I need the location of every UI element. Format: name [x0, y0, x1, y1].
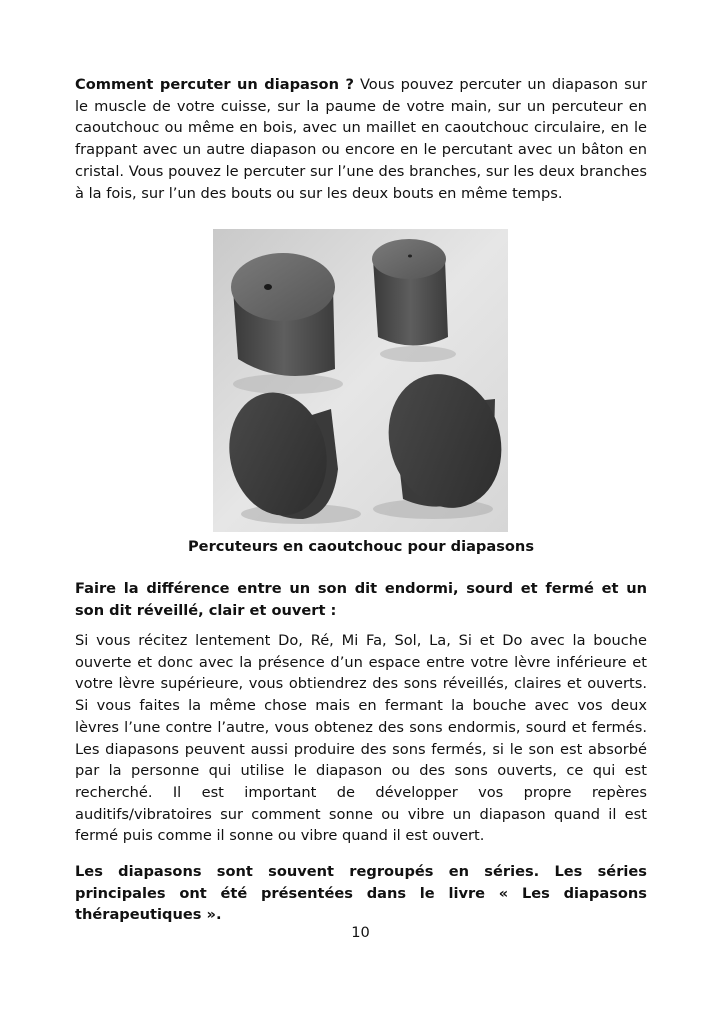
intro-paragraph [75, 74, 647, 204]
figure-caption: Percuteurs en caoutchouc pour diapasons [187, 538, 535, 555]
mallet-top-left [231, 253, 335, 376]
section-heading: Faire la différence entre un son dit endormi, sourd et fermé et un son dit réveillé, clair et ouvert : [75, 580, 647, 619]
intro-heading: Comment percuter un diapason ? [75, 76, 354, 93]
closing-paragraph: Les diapasons sont souvent regroupés en séries. Les séries principales ont été présentées dans le livre « Les diapasons thérapeutiques ». [75, 863, 647, 924]
rubber-mallets-photo [213, 229, 508, 532]
mallet-top-right [372, 239, 448, 346]
section-body: Si vous récitez lentement Do, Ré, Mi Fa, Sol, La, Si et Do avec la bouche ouverte et donc avec la présence d’un espace entre votre lèvre inférieure et votre lèvre supérieure, vous obtiendrez des sons réveillés, claires et ouverts. Si vous faites la même chose mais en fermant la bouche avec vos deux lèvres l’une contre l’autre, vous obtenez des sons endormis, sourd et fermés. Les diapasons peuvent aussi produire des sons fermés, si le son est absorbé par la personne qui utilise le diapason ou des sons ouverts, ce qui est recherché. Il est important de développer vos propre repères auditifs/vibratoires sur comment sonne ou vibre un diapason quand il est fermé puis comme il sonne ou vibre quand il est ouvert. [75, 632, 647, 845]
intro-text: Vous pouvez percuter un diapason sur le muscle de votre cuisse, sur la paume de votre main, sur un percuteur en caoutchouc ou même en bois, avec un maillet en caoutchouc circulaire, en le frappant avec un autre diapason ou encore en le percutant avec un bâton en cristal. Vous pouvez le percuter sur l’une des branches, sur les deux branches à la fois, sur l’un des bouts ou sur les deux bouts en même temps. [75, 76, 647, 202]
page-number: 10 [351, 924, 370, 941]
